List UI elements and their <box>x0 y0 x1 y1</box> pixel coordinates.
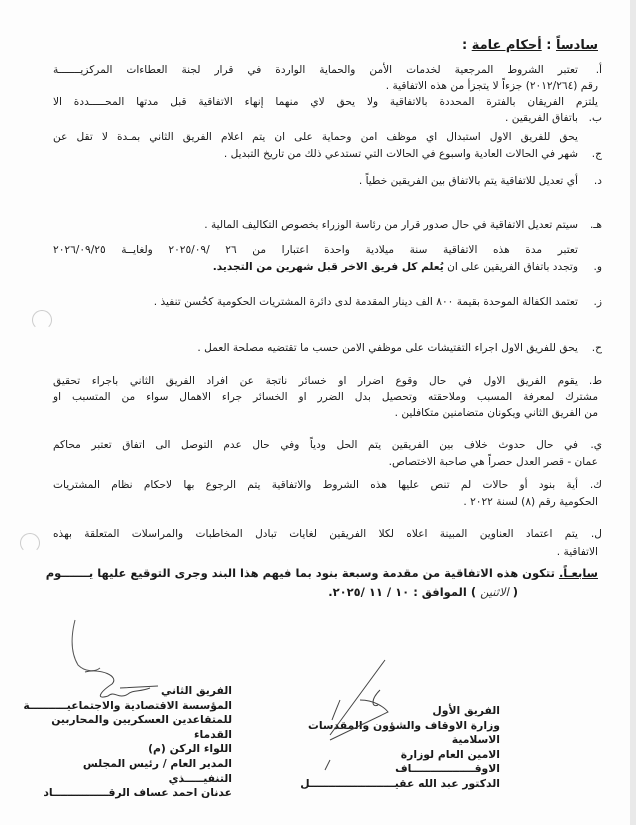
item-line: رقم (٢٠١٢/٢٦٤) جزءاً لا يتجزأ من هذه الاتفاقية . <box>385 80 598 92</box>
first-party-label: الفريق الأول <box>432 704 500 717</box>
handwritten-day: الاثنين <box>480 585 509 599</box>
item-line: يحق للفريق الاول استبدال اي موظف امن وحماية على ان يتم اعلام الفريق الثاني بمـدة لا تقل عن <box>53 131 578 143</box>
item-line: أية بنود أو حالات لم تنص عليها هذه الشروط والاتفاقية يتم الرجوع بها لاحكام نظام المشتريات <box>53 479 578 491</box>
second-party-name: عدنان احمد عساف الرقـــــــــــــــاد <box>43 786 232 800</box>
item-line: عمان - قصر العدل حصراً هي صاحبة الاختصاص. <box>388 456 598 468</box>
item-line: يلتزم الفريقان بالفترة المحددة بالاتفاقية ولا يحق لاي منهما إنهاء الاتفاقية قبل مدتها المحـــــددة الا <box>53 96 598 108</box>
item-marker: ج. <box>591 148 602 160</box>
item-line: في حال حدوث خلاف بين الفريقين يتم الحل ودياً وفي حال عدم التوصل الى اتفاق تعتبر محاكم <box>53 439 578 451</box>
item-line: تعتمد الكفالة الموحدة بقيمة ٨٠٠ الف دينار المقدمة لدى دائرة المشتريات الحكومية كحُسن تنفيذ . <box>153 296 578 308</box>
punch-hole-mark <box>20 533 40 553</box>
item-line-text: وتجدد باتفاق الفريقين على ان <box>443 261 578 273</box>
first-party-title: الامين العام لوزارة الاوقـــــــــــــــــاف <box>395 747 500 776</box>
item-marker: ط. <box>588 375 602 387</box>
second-party-org: المؤسسة الاقتصادية والاجتماعيــــــــــة <box>23 698 232 712</box>
item-line: تعتبر مدة هذه الاتفاقية سنة ميلادية واحدة اعتبارا من ٢٦ /٢٠٢٥/٠٩ ولغايــة ٢٠٢٦/٠٩/٢٥ <box>53 244 578 256</box>
item-line: يتم اعتماد العناوين المبينة اعلاه لكلا الفريقين لغايات تبادل المخاطبات والمراسلات المتعلقة بهذه <box>53 528 578 540</box>
item-marker: ز. <box>593 296 602 308</box>
margin-initial <box>72 620 100 671</box>
punch-hole-mark <box>32 310 52 330</box>
item-line: سيتم تعديل الاتفاقية في حال صدور قرار من رئاسة الوزراء بخصوص التكاليف المالية . <box>204 219 578 231</box>
section-label: سادساً <box>555 38 598 53</box>
agreement-date: ) الموافق : ١٠ / ١١ /٢٠٢٥. <box>328 585 481 599</box>
item-marker: ب. <box>588 112 602 124</box>
item-line: شهر في الحالات العادية واسبوع في الحالات التي تستدعي ذلك من تاريخ التبديل . <box>223 148 578 160</box>
second-party-rank: اللواء الركن (م) <box>148 742 232 756</box>
item-line: مشترك لمعرفة المسبب وملاحقته وتحصيل بدل الضرر او الخسائر جراء الاهمال سواء من المتسبب او <box>53 391 598 403</box>
paren: ( <box>508 585 518 599</box>
item-line: من الفريق الثاني ويكونان متضامنين متكافلين . <box>394 407 598 419</box>
item-line: يحق للفريق الاول اجراء التفتيشات على موظفي الامن حسب ما تقتضيه مصلحة العمل . <box>197 342 578 354</box>
item-line: الحكومية رقم (٨) لسنة ٢٠٢٢ . <box>463 496 598 508</box>
item-line: الاتفاقية . <box>556 546 598 558</box>
item-marker: ك. <box>589 479 602 491</box>
renewal-notice-bold: يُعلم كل فريق الاخر قبل شهرين من التجديد. <box>212 261 444 273</box>
item-marker: و. <box>593 261 602 273</box>
section-title: أحكام عامة <box>471 38 542 53</box>
item-line: باتفاق الفريقين . <box>505 112 578 124</box>
item-line: تعتبر الشروط المرجعية لخدمات الأمن والحماية الواردة في قرار لجنة العطاءات المركزيـــــــة <box>53 64 578 76</box>
first-party-signature <box>325 660 388 770</box>
section-7-label: سابعـاً. <box>558 566 598 580</box>
second-party-label: الفريق الثاني <box>161 684 232 697</box>
second-party-signature <box>85 671 158 697</box>
item-marker: ح. <box>591 342 602 354</box>
section-7-text: تتكون هذه الاتفاقية من مقدمة وسبعة بنود بما فيهم هذا البند وجرى التوقيع عليها يـــــــوم <box>45 566 555 580</box>
second-party-org-cont: للمتقاعدين العسكريين والمحاربين القدماء <box>51 713 232 741</box>
first-party-org: وزارة الاوقاف والشؤون والمقدسات الاسلامية <box>308 718 500 747</box>
first-party-name: الدكتور عبد الله عقيـــــــــــــــــــــــل <box>300 776 500 790</box>
colon: : <box>461 38 472 53</box>
item-line: يقوم الفريق الاول في حال وقوع اضرار او خسائر ناتجة عن افراد الفريق الثاني باجراء تحقيق <box>53 375 578 387</box>
item-marker: ل. <box>590 528 602 540</box>
separator: : <box>541 38 556 53</box>
item-marker: ي. <box>590 439 602 451</box>
item-marker: هـ. <box>589 219 602 231</box>
item-marker: د. <box>593 175 602 187</box>
item-line: أي تعديل للاتفاقية يتم بالاتفاق بين الفريقين خطياً . <box>358 175 578 187</box>
item-marker: أ. <box>595 64 602 76</box>
second-party-title: المدير العام / رئيس المجلس التنفيـــــذي <box>82 756 232 785</box>
